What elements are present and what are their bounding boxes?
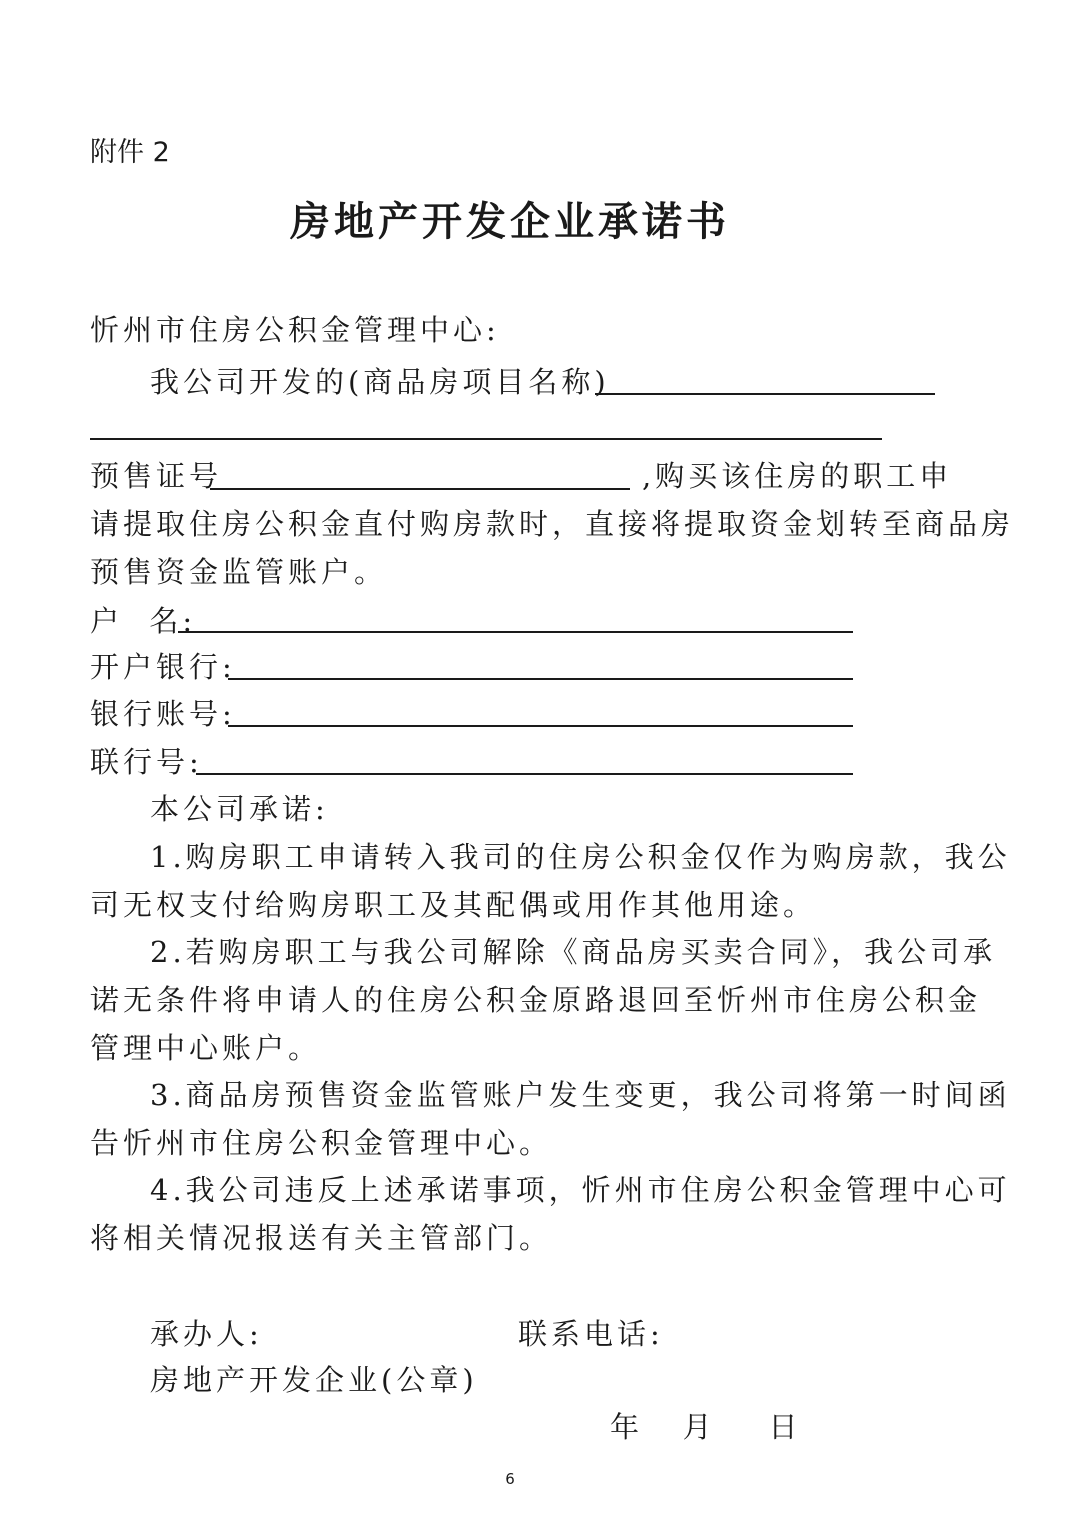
promise-1-cont: 司无权支付给购房职工及其配偶或用作其他用途。 [90, 888, 817, 922]
addressee: 忻州市住房公积金管理中心: [90, 313, 500, 347]
promise-2-cont: 管理中心账户。 [90, 1031, 322, 1065]
promise-4-cont: 将相关情况报送有关主管部门。 [90, 1221, 553, 1255]
promise-2-cont: 诺无条件将申请人的住房公积金原路退回至忻州市住房公积金 [90, 983, 982, 1017]
promise-3: 3.商品房预售资金监管账户发生变更，我公司将第一时间函 [150, 1078, 1011, 1112]
bank-blank [228, 678, 853, 680]
date-line: 年 月 日 [610, 1410, 802, 1444]
presale-suffix: ,购买该住房的职工申 [642, 459, 953, 493]
document-title: 房地产开发企业承诺书 [290, 198, 730, 245]
account-number-label: 银行账号: [90, 697, 236, 731]
project-name-blank-continued [90, 438, 882, 440]
account-name-label: 户 名: [90, 604, 197, 638]
company-seal-label: 房地产开发企业(公章) [150, 1363, 478, 1397]
presale-label: 预售证号 [90, 459, 223, 493]
interbank-number-blank [196, 773, 853, 775]
account-name-blank [178, 631, 853, 633]
promise-header: 本公司承诺: [150, 792, 329, 826]
paragraph-line: 预售资金监管账户。 [90, 555, 388, 589]
interbank-number-label: 联行号: [90, 745, 203, 779]
promise-1: 1.购房职工申请转入我司的住房公积金仅作为购房款，我公 [150, 840, 1011, 874]
project-name-blank [595, 393, 935, 395]
phone-label: 联系电话: [518, 1317, 664, 1351]
bank-label: 开户银行: [90, 650, 236, 684]
promise-4: 4.我公司违反上述承诺事项，忻州市住房公积金管理中心可 [150, 1173, 1011, 1207]
handler-label: 承办人: [150, 1317, 263, 1351]
page-number: 6 [505, 1470, 515, 1488]
attachment-label: 附件 2 [90, 137, 170, 168]
promise-3-cont: 告忻州市住房公积金管理中心。 [90, 1126, 553, 1160]
paragraph-line: 请提取住房公积金直付购房款时，直接将提取资金划转至商品房 [90, 507, 1015, 541]
presale-number-blank [210, 488, 630, 490]
project-name-label: 我公司开发的(商品房项目名称) [150, 365, 610, 399]
account-number-blank [228, 725, 853, 727]
promise-2: 2.若购房职工与我公司解除《商品房买卖合同》，我公司承 [150, 935, 997, 969]
